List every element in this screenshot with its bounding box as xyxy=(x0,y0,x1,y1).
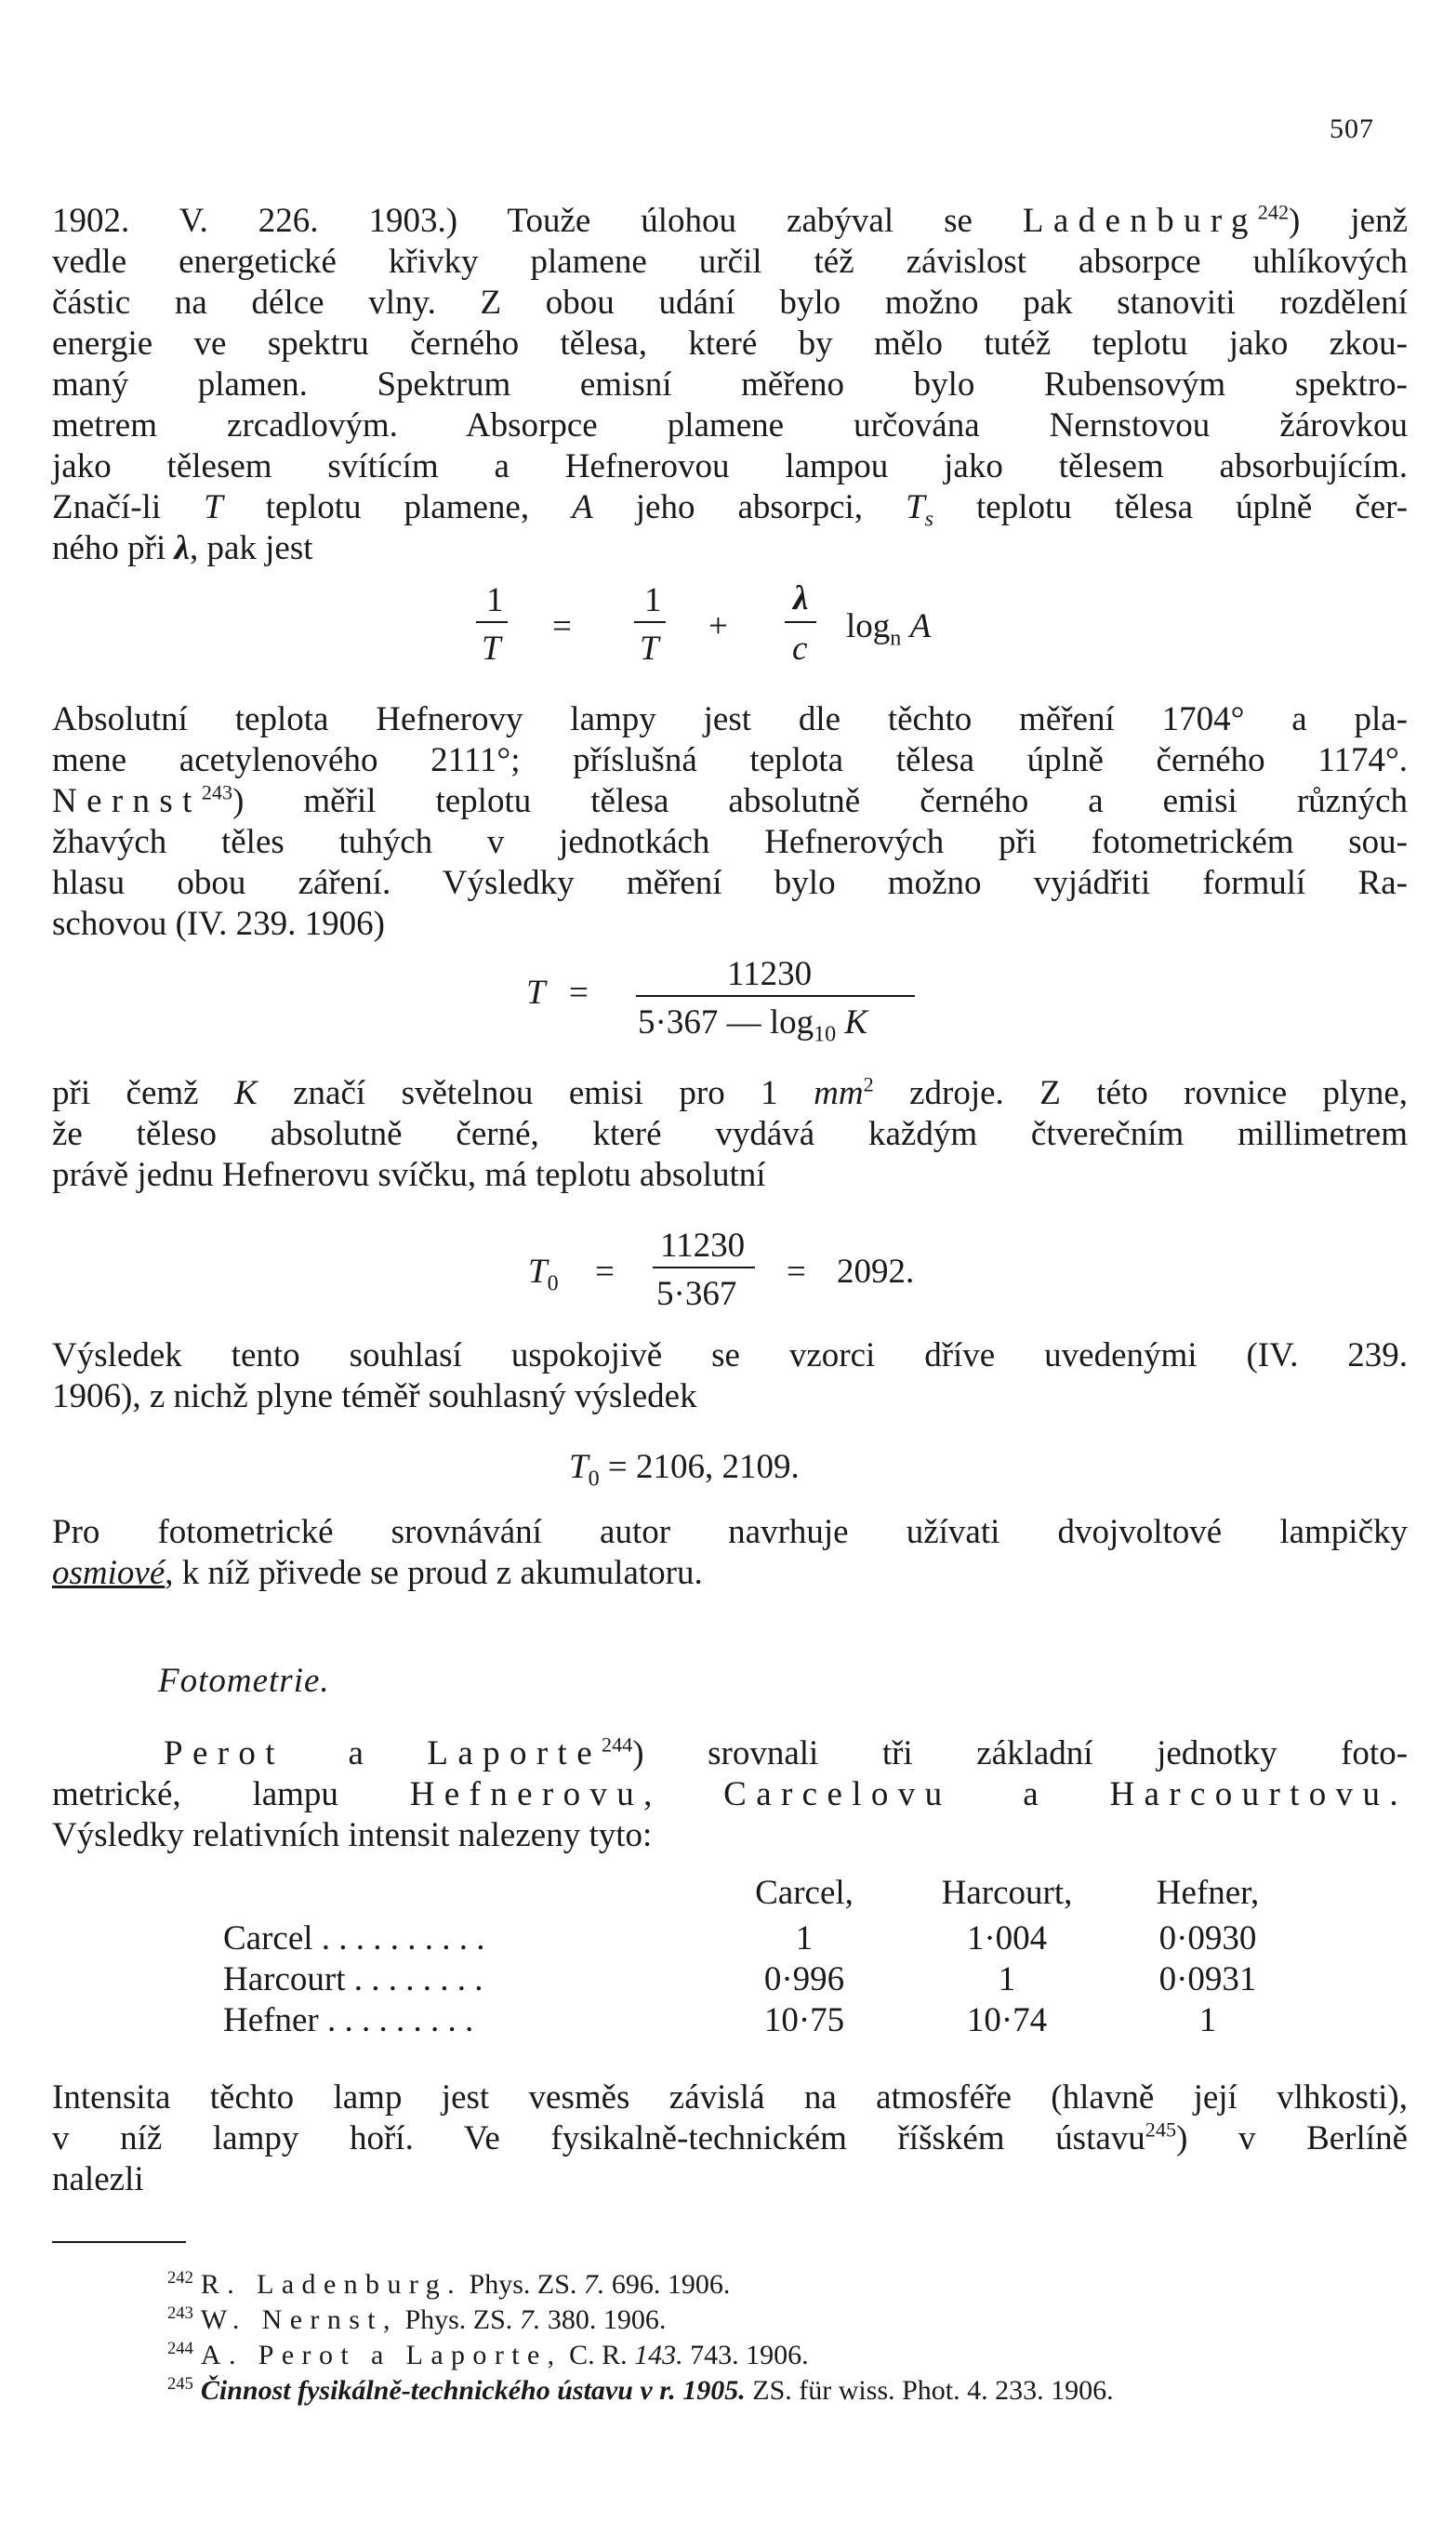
footnote-author: A. Perot a Laporte, xyxy=(200,2340,563,2370)
lamp-name-carcel: Carcelovu xyxy=(723,1775,952,1813)
footnote-pages: 380. 1906. xyxy=(547,2304,667,2335)
text-line: Absolutní teplota Hefnerovy lampy jest dle těchto měření 1704° a pla- xyxy=(52,700,1408,738)
text-fragment: ) jenž xyxy=(1289,202,1408,240)
math-var: T xyxy=(526,974,546,1012)
table-cell: 10·75 xyxy=(763,2000,845,2039)
table-corner xyxy=(223,1867,711,1918)
table-column-header: Harcourt, xyxy=(941,1873,1073,1912)
text-line: schovou (IV. 239. 1906) xyxy=(52,905,385,943)
eq-numerator: 11230 xyxy=(660,1227,746,1265)
eq-result: 2092. xyxy=(837,1253,915,1291)
text-line: právě jednu Hefnerovu svíčku, má teplotu absolutní xyxy=(52,1156,766,1194)
math-subscript: s xyxy=(924,507,934,532)
math-var: T xyxy=(528,1253,548,1291)
text-line: energie ve spektru černého tělesa, které by mělo tutéž teplotu jako zkou- xyxy=(52,325,1408,363)
table-cell: 0·0931 xyxy=(1158,1959,1257,1998)
fraction-line xyxy=(785,621,816,623)
text-fragment: jeho absorpci, xyxy=(592,488,907,526)
footnote xyxy=(167,2375,1114,2407)
eq-numerator: 11230 xyxy=(727,955,813,993)
equals-sign: = xyxy=(552,607,572,645)
math-var: T xyxy=(569,1448,589,1486)
text-fragment: značí světelnou emisi pro 1 xyxy=(257,1074,814,1112)
text-line: vedle energetické křivky plamene určil též závislost absorpce uhlíkových xyxy=(52,243,1408,281)
paragraph-2 xyxy=(52,699,1408,945)
conjunction: a xyxy=(1023,1775,1039,1813)
table-cell: 1·004 xyxy=(966,1918,1048,1958)
math-var: K xyxy=(234,1074,258,1112)
equation-4 xyxy=(569,1447,800,1492)
footnote-pages: 743. 1906. xyxy=(690,2340,809,2370)
page-number: 507 xyxy=(1330,113,1374,144)
footnote-number: 245 xyxy=(167,2374,193,2394)
table-cell: 0·996 xyxy=(763,1959,845,1998)
footnote-separator xyxy=(52,2241,186,2243)
text-fragment: v níž lampy hoří. Ve fysikalně-technickém říšském ústavu xyxy=(52,2119,1145,2157)
text-fragment: ného při xyxy=(52,529,166,567)
footnote-number: 242 xyxy=(167,2268,193,2288)
eq-denominator: T xyxy=(640,630,659,668)
footnote-ref[interactable]: 242 xyxy=(1257,200,1290,224)
fraction-line xyxy=(653,1267,755,1268)
text-line: částic na délce vlny. Z obou udání bylo možno pak stanoviti rozdělení xyxy=(52,284,1408,322)
text-line: hlasu obou záření. Výsledky měření bylo možno vyjádřiti formulí Ra- xyxy=(52,864,1408,902)
text-line: žhavých těles tuhých v jednotkách Hefnerových při fotometrickém sou- xyxy=(52,823,1408,861)
paragraph-1 xyxy=(52,201,1408,569)
eq-denominator: 5·367 xyxy=(656,1275,737,1313)
lamp-name-hefner: Hefnerovu xyxy=(409,1775,644,1813)
math-var: A xyxy=(909,607,932,645)
table-row xyxy=(223,1999,1299,2040)
paragraph-4 xyxy=(52,1335,1408,1417)
text-line: metrem zrcadlovým. Absorpce plamene určována Nernstovou žárovkou xyxy=(52,406,1408,445)
footnote-source: Phys. ZS. xyxy=(404,2304,513,2335)
footnote xyxy=(167,2340,809,2371)
eq-denominator: T xyxy=(482,630,501,668)
table-row xyxy=(223,1958,1299,1999)
text-line: Intensita těchto lamp jest vesměs závislá na atmosféře (hlavně její vlhkosti), xyxy=(52,2078,1408,2117)
paragraph-6: Perot a Laporte$^{244}$) srovnali tři základní jednotky foto- metrické, lampu Hefnerovu, Carcelovu a Harcourtovu. Výsledky relativních intensit nalezeny tyto: xyxy=(52,1732,1409,1854)
text-line: Výsledek tento souhlasí uspokojivě se vzorci dříve uvedenými (IV. 239. xyxy=(52,1336,1408,1374)
photometry-table xyxy=(223,1867,1299,2040)
text-line: Pro fotometrické srovnávání autor navrhuje užívati dvojvoltové lampičky xyxy=(52,1513,1408,1551)
eq-denominator: c xyxy=(792,630,808,668)
footnote-source: C. R. xyxy=(569,2340,628,2370)
math-var: T xyxy=(204,488,223,526)
footnote-number: 243 xyxy=(167,2303,193,2323)
text-line: 1902. V. 226. 1903.) Touže úlohou zabýval se xyxy=(52,202,973,240)
math-subscript: 0 xyxy=(588,1467,600,1492)
text-line: Výsledky relativních intensit nalezeny tyto: xyxy=(52,1816,653,1854)
footnote-source: Činnost fysikálně-technického ústavu v r. 1905. xyxy=(200,2375,746,2406)
plus-sign: + xyxy=(708,607,728,645)
equals-sign: = xyxy=(569,974,589,1012)
footnote-ref[interactable]: 243 xyxy=(201,780,233,804)
row-label: Harcourt . . . . . . . . xyxy=(223,1959,483,1998)
footnote-author: R. Ladenburg. xyxy=(200,2269,463,2300)
eq-numerator: 1 xyxy=(486,581,504,619)
text-fragment: ) srovnali tři základní jednotky foto- xyxy=(632,1734,1409,1772)
section-title: Fotometrie. xyxy=(158,1662,330,1700)
text-fragment: , pak jest xyxy=(189,529,313,567)
author-name-ladenburg: Ladenburg xyxy=(1022,202,1258,240)
unit-exponent: 2 xyxy=(863,1072,874,1096)
math-subscript: 0 xyxy=(547,1271,559,1296)
paragraph-3 xyxy=(52,1073,1408,1196)
text-fragment: Značí-li xyxy=(52,488,162,526)
text-line: maný plamen. Spektrum emisní měřeno bylo Rubensovým spektro- xyxy=(52,365,1408,404)
footnote xyxy=(167,2269,730,2301)
eq-denominator: 5·367 — log xyxy=(638,1003,814,1042)
author-name-nernst: Nernst xyxy=(52,782,202,820)
text-fragment: metrické, lampu xyxy=(52,1775,338,1813)
row-label: Hefner . . . . . . . . . xyxy=(223,2000,474,2039)
text-fragment: , k níž přivede se proud z akumulatoru. xyxy=(165,1554,703,1592)
footnote-ref[interactable]: 245 xyxy=(1145,2117,1177,2142)
table-cell: 10·74 xyxy=(966,2000,1048,2039)
text-line: že těleso absolutně černé, které vydává každým čtverečním millimetrem xyxy=(52,1115,1408,1153)
footnote xyxy=(167,2304,666,2336)
log-operator: log xyxy=(846,607,891,645)
footnote-number: 244 xyxy=(167,2339,193,2358)
table-column-header: Carcel, xyxy=(755,1873,854,1912)
table-cell: 1 xyxy=(795,1918,814,1958)
table-column-header: Hefner, xyxy=(1156,1873,1260,1912)
footnote-ref[interactable]: 244 xyxy=(601,1732,633,1757)
equals-sign: = xyxy=(787,1253,806,1291)
paragraph-5 xyxy=(52,1512,1408,1594)
text-line: 1906), z nichž plyne téměř souhlasný výsledek xyxy=(52,1377,697,1415)
equals-sign: = xyxy=(595,1253,615,1291)
footnote-volume: 143. xyxy=(634,2340,683,2370)
table-cell: 1 xyxy=(1198,2000,1217,2039)
lamp-name-harcourt: Harcourtovu. xyxy=(1109,1775,1408,1813)
eq-numerator: λ xyxy=(793,579,809,617)
math-var: A xyxy=(572,488,593,526)
fraction-line xyxy=(476,621,508,623)
eq-values: = 2106, 2109. xyxy=(599,1448,800,1486)
text-fragment: teplotu tělesa úplně čer- xyxy=(933,488,1409,526)
table-cell: 1 xyxy=(998,1959,1016,1998)
text-fragment: zdroje. Z této rovnice plyne, xyxy=(873,1074,1408,1112)
footnote-author: W. Nernst, xyxy=(200,2304,398,2335)
footnote-volume: 7. xyxy=(519,2304,541,2335)
text-line: mene acetylenového 2111°; příslušná teplota tělesa úplně černého 1174°. xyxy=(52,741,1408,779)
footnote-pages: 696. 1906. xyxy=(611,2269,731,2300)
math-var: K xyxy=(844,1003,868,1042)
author-name-laporte: Laporte xyxy=(427,1734,602,1772)
emphasis-text: osmiové xyxy=(52,1554,165,1592)
text-fragment: ) v Berlíně xyxy=(1176,2119,1408,2157)
unit: mm xyxy=(814,1074,864,1112)
text-fragment: při čemž xyxy=(52,1074,235,1112)
text-line: nalezli xyxy=(52,2160,144,2198)
math-var: λ xyxy=(174,529,190,567)
footnote-pages: ZS. für wiss. Phot. 4. 233. 1906. xyxy=(752,2375,1114,2406)
text-line: jako tělesem svítícím a Hefnerovou lampou jako tělesem absorbujícím. xyxy=(52,447,1408,485)
text-fragment: ) měřil teplotu tělesa absolutně černého a emisi různých xyxy=(232,782,1408,820)
fraction-line xyxy=(634,621,666,623)
eq-numerator: 1 xyxy=(644,581,662,619)
table-row xyxy=(223,1918,1299,1958)
footnote-volume: 7. xyxy=(583,2269,605,2300)
footnote-source: Phys. ZS. xyxy=(469,2269,577,2300)
conjunction: a xyxy=(348,1734,364,1772)
table-cell: 0·0930 xyxy=(1158,1918,1257,1958)
text-fragment: teplotu plamene, xyxy=(222,488,573,526)
paragraph-7 xyxy=(52,2077,1408,2200)
table-header-row xyxy=(223,1867,1299,1918)
author-name-perot: Perot xyxy=(164,1734,285,1772)
fraction-line xyxy=(636,995,915,997)
math-var: T xyxy=(906,488,925,526)
row-label: Carcel . . . . . . . . . . xyxy=(223,1918,485,1958)
log-base: 10 xyxy=(814,1022,837,1047)
log-base: n xyxy=(890,626,902,651)
